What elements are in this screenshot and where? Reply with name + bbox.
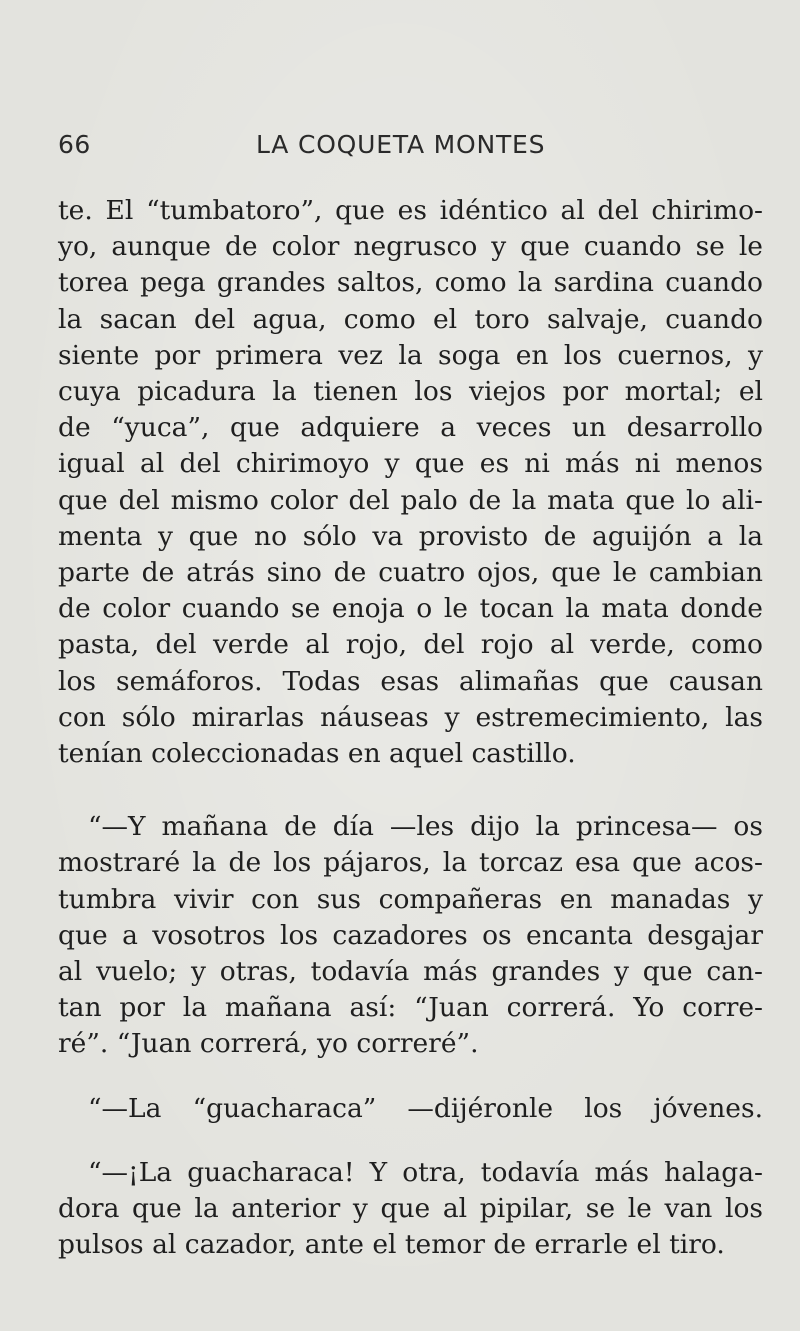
- body-text: [58, 193, 763, 1263]
- page-number: 66: [58, 130, 91, 159]
- text-line: de color cuando se enoja o le tocan la mata donde: [58, 593, 763, 625]
- text-line: siente por primera vez la soga en los cuernos, y: [58, 339, 763, 371]
- paragraph: [58, 1155, 763, 1264]
- text-line: cuya picadura la tienen los viejos por mortal; el: [58, 376, 763, 408]
- text-line: con sólo mirarlas náuseas y estremecimiento, las: [58, 701, 763, 733]
- text-line: “—Y mañana de día —les dijo la princesa— os: [88, 811, 763, 843]
- text-line: tenían coleccionadas en aquel castillo.: [58, 738, 576, 770]
- text-line: tumbra vivir con sus compañeras en manadas y: [58, 883, 763, 915]
- text-line: mostraré la de los pájaros, la torcaz esa que acos-: [58, 847, 763, 879]
- text-line: de “yuca”, que adquiere a veces un desarrollo: [58, 412, 763, 444]
- text-line: “—La “guacharaca” —dijéronle los jóvenes.: [88, 1092, 763, 1124]
- text-line: parte de atrás sino de cuatro ojos, que le cambian: [58, 557, 763, 589]
- text-line: yo, aunque de color negrusco y que cuando se le: [58, 231, 763, 263]
- text-line: te. El “tumbatoro”, que es idéntico al del chirimo-: [58, 195, 763, 226]
- text-line: pasta, del verde al rojo, del rojo al verde, como: [58, 629, 763, 661]
- text-line: “—¡La guacharaca! Y otra, todavía más halaga-: [88, 1156, 763, 1188]
- text-line: los semáforos. Todas esas alimañas que causan: [58, 665, 763, 697]
- text-line: que del mismo color del palo de la mata que lo ali-: [58, 484, 763, 516]
- paragraph: [58, 809, 763, 1062]
- text-line: pulsos al cazador, ante el temor de errarle el tiro.: [58, 1229, 725, 1261]
- text-line: igual al del chirimoyo y que es ni más ni menos: [58, 448, 763, 480]
- text-line: la sacan del agua, como el toro salvaje, cuando: [58, 303, 763, 335]
- running-title: LA COQUETA MONTES: [256, 130, 546, 159]
- paragraph: [58, 1091, 763, 1127]
- text-line: ré”. “Juan correrá, yo correré”.: [58, 1028, 479, 1060]
- text-line: torea pega grandes saltos, como la sardina cuando: [58, 267, 763, 299]
- page-header: [58, 130, 738, 170]
- text-line: que a vosotros los cazadores os encanta desgajar: [58, 919, 763, 951]
- text-line: menta y que no sólo va provisto de aguijón a la: [58, 520, 763, 552]
- text-line: dora que la anterior y que al pipilar, se le van los: [58, 1193, 763, 1225]
- paragraph: [58, 193, 763, 772]
- text-line: al vuelo; y otras, todavía más grandes y que can-: [58, 956, 763, 988]
- text-line: tan por la mañana así: “Juan correrá. Yo corre-: [58, 992, 763, 1024]
